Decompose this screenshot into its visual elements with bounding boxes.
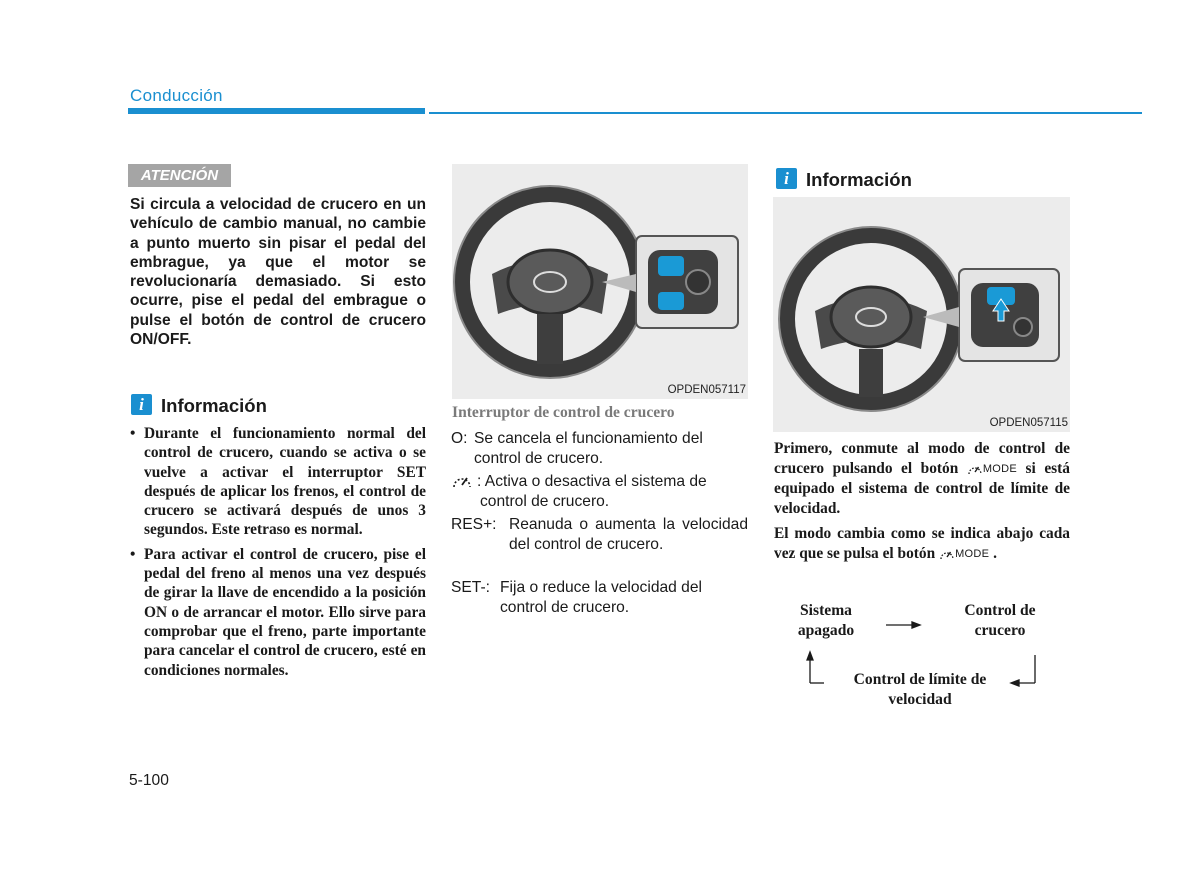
def-desc: Reanuda o aumenta la velocidad del control de crucero. (509, 516, 748, 553)
warning-text: Si circula a velocidad de crucero en un vehículo de cambio manual, no cambie a punto muerto sin pisar el pedal del embrague, ya que el motor se revolucionaría demasiado. Si esto ocurre, pise el pedal del embrague o pulse el botón de control de crucero ON/OFF. (130, 196, 426, 349)
steering-wheel-photo-2 (773, 197, 1070, 432)
def-onoff (451, 472, 748, 511)
figure-code: OPDEN057115 (989, 417, 1068, 429)
mode-paragraph-1 (774, 439, 1070, 519)
paragraph-text: El modo cambia como se indica abajo cada vez que se pulsa el botón (774, 525, 1070, 562)
info-bullet-list (130, 424, 426, 685)
list-item: • Para activar el control de crucero, pise el pedal del freno al menos una vez después de girar la llave de encendido a la posición ON o de arrancar el motor. Ello sirve para comprobar que el freno, parte importante para cancelar el control de crucero, esté en condiciones normales. (130, 545, 426, 680)
def-cancel (451, 429, 748, 468)
mode-paragraph-2 (774, 524, 1070, 564)
def-term: RES+: (451, 516, 497, 533)
mode-cycle-arrows (790, 615, 1050, 690)
header-rule-thick (128, 108, 425, 114)
mode-label: MODE (955, 548, 990, 561)
info-icon: i (131, 394, 152, 415)
mode-button-icon (967, 459, 1017, 479)
def-term: SET-: (451, 579, 490, 596)
switch-heading: Interruptor de control de crucero (452, 404, 675, 421)
list-item: • Durante el funcionamiento normal del control de crucero, cuando se activa o se vuelve a activar el interruptor SET después de aplicar los frenos, el control de crucero se activará después de unos 3 segundos. Este retraso es normal. (130, 424, 426, 540)
mode-cruise-label: Control de crucero (964, 602, 1036, 639)
info-icon: i (776, 168, 797, 189)
def-term: O: (451, 430, 468, 447)
figure-code: OPDEN057117 (667, 384, 746, 396)
info-heading: Información (806, 169, 912, 190)
mode-button-icon (939, 544, 989, 564)
steering-wheel-illustration (452, 164, 748, 399)
mode-limit-label: Control de límite de velocidad (853, 671, 987, 708)
paragraph-text: . (993, 545, 997, 562)
paragraph-text: Primero, conmute al modo de control de crucero pulsando el botón (774, 440, 1070, 477)
cruise-speedometer-icon (451, 473, 473, 497)
warning-badge: ATENCIÓN (128, 164, 231, 187)
def-desc: Fija o reduce la velocidad del control de crucero. (500, 579, 702, 616)
steering-wheel-photo-1 (452, 164, 748, 399)
mode-off-label: Sistema apagado (797, 602, 855, 639)
paragraph-text: si está equipado el sistema de control de límite de velocidad. (774, 460, 1070, 518)
def-desc: Se cancela el funcionamiento del control de crucero. (474, 430, 703, 467)
steering-wheel-mode-illustration (773, 197, 1070, 432)
page-number: 5-100 (129, 772, 169, 789)
mode-label: MODE (982, 463, 1018, 476)
def-set (451, 578, 748, 617)
def-res (451, 515, 748, 554)
def-desc: : Activa o desactiva el sistema de control de crucero. (477, 473, 707, 510)
info-heading: Información (161, 395, 267, 416)
header-rule-thin (429, 112, 1142, 114)
section-title: Conducción (130, 86, 223, 105)
